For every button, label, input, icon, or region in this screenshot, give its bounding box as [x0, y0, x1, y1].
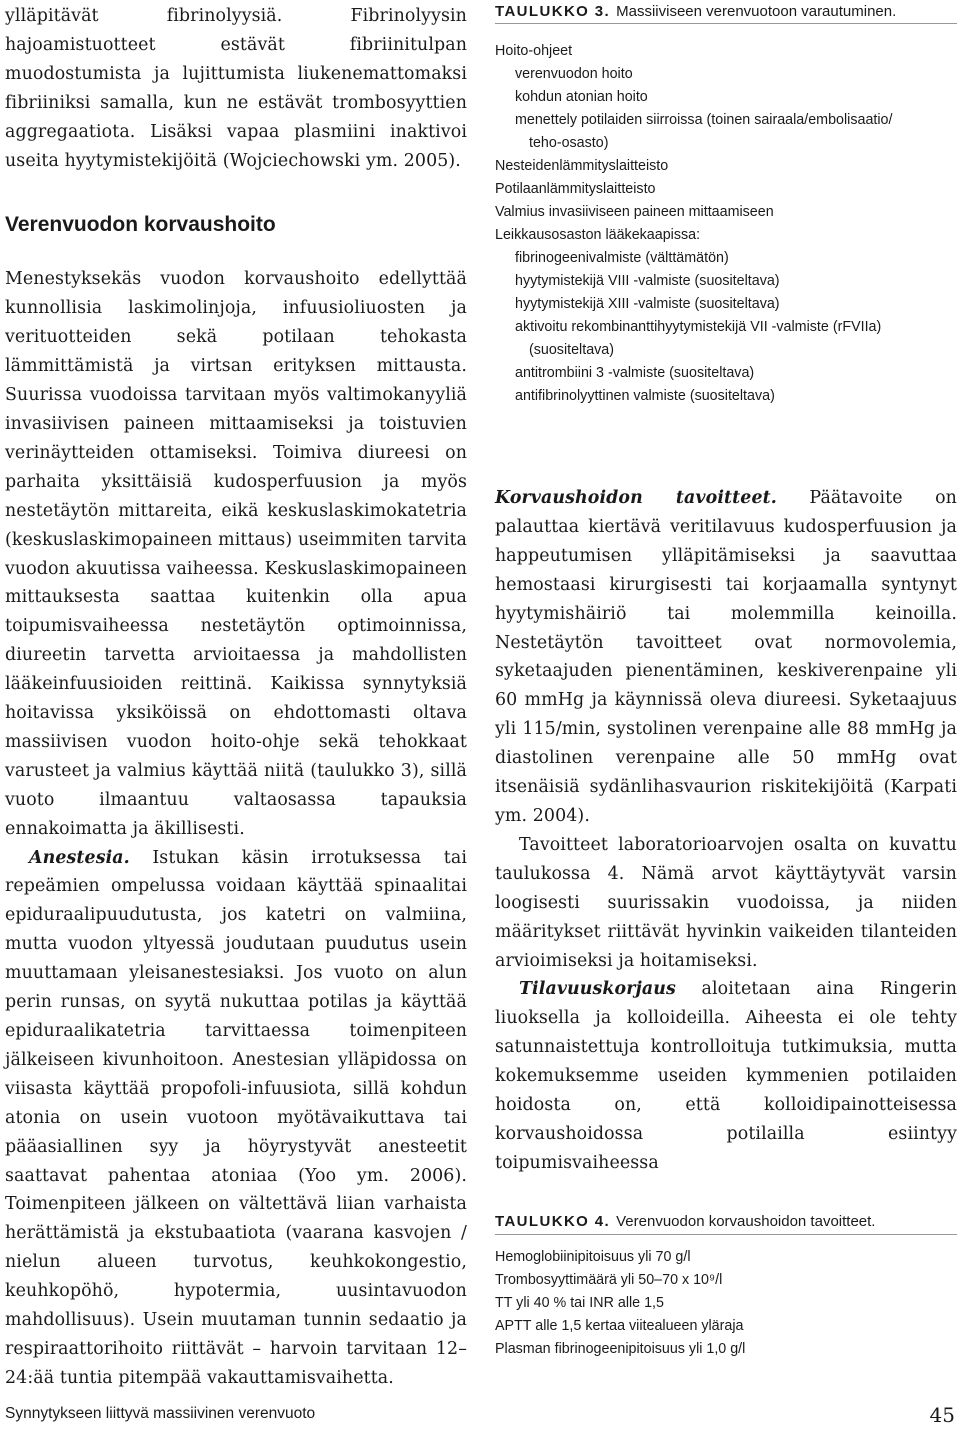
list-item: Leikkausosaston lääkekaapissa: — [495, 227, 701, 243]
table-3-rule — [495, 23, 957, 24]
left-column — [5, 2, 467, 1393]
list-item: Valmius invasiiviseen paineen mittaamiseen — [495, 204, 774, 220]
paragraph-goals-text: Päätavoite on palauttaa kiertävä veritilavuus kudosperfuusion ja happeutumisen ylläpitämiseksi ja saavuttaa hemostaasi kirurgisesti tai korjaamalla syntynyt hyytymishäiriö tai molemmilla keinoilla. Nestetäytön tavoitteet ovat normovolemia, syketaajuden pienentäminen, keskiverenpaine yli 60 mmHg ja käynnissä oleva diureesi. Syketaajuus yli 115/min, systolinen verenpaine alle 88 mmHg ja diastolinen verenpaine alle 50 mmHg ovat itsenäisiä sydänlihasvaurion riskitekijöitä (Karpati ym. 2004). — [495, 488, 957, 826]
paragraph-volume-text: aloitetaan aina Ringerin liuoksella ja kolloideilla. Aiheesta ei ole tehty satunnaistettuja kontrolloituja tutkimuksia, mutta kokemuksemme useiden kymmenien potilaiden hoidosta on, että kolloidipainotteisessa korvaushoidossa potilailla esiintyy toipumisvaiheessa — [495, 979, 957, 1173]
list-item: verenvuodon hoito — [515, 66, 633, 82]
list-item: menettely potilaiden siirroissa (toinen sairaala/embolisaatio/ — [515, 112, 893, 128]
table-4-list — [495, 1246, 957, 1361]
list-item: Hoito-ohjeet — [495, 43, 573, 59]
list-item: teho-osasto) — [529, 135, 609, 151]
list-item: Nesteidenlämmityslaitteisto — [495, 158, 669, 174]
table-3-title: Massiiviseen verenvuotoon varautuminen. — [616, 3, 897, 20]
table-3-label: TAULUKKO 3. — [495, 3, 611, 20]
table-3-caption — [495, 2, 957, 22]
table-3-list — [495, 40, 957, 408]
list-item: antitrombiini 3 -valmiste (suositeltava) — [515, 365, 755, 381]
run-in-heading-volume: Tilavuuskorjaus — [519, 979, 676, 1000]
paragraph-lab-goals: Tavoitteet laboratorioarvojen osalta on kuvattu taulukossa 4. Nämä arvot käyttäytyvät varsin loogisesti suurissakin vuodoissa, ja niiden määritykset riittävät hyvinkin vaikeiden tilanteiden arvioimiseksi ja hoitamiseksi. — [495, 834, 957, 971]
table-4-label: TAULUKKO 4. — [495, 1213, 611, 1230]
paragraph-anesthesia — [5, 844, 467, 1393]
list-item: hyytymistekijä XIII -valmiste (suositeltava) — [515, 296, 780, 312]
list-item: Plasman fibrinogeenipitoisuus yli 1,0 g/l — [495, 1341, 746, 1357]
list-item: fibrinogeenivalmiste (välttämätön) — [515, 250, 729, 266]
running-footer-title: Synnytykseen liittyvä massiivinen verenvuoto — [5, 1405, 316, 1422]
list-item: kohdun atonian hoito — [515, 89, 648, 105]
list-item: (suositeltava) — [529, 342, 615, 358]
list-item: APTT alle 1,5 kertaa viitealueen yläraja — [495, 1318, 744, 1334]
paragraph-replacement-therapy: Menestyksekäs vuodon korvaushoito edellyttää kunnollisia laskimolinjoja, infuusioliuosten ja verituotteiden sekä potilaan tehokasta lämmittämistä ja virtsan erityksen mittausta. Suurissa vuodoissa tarvitaan myös valtimokanyyliä invasiivisen paineen mittaamiseksi ja toistuvien verinäytteiden ottamiseksi. Toimiva diureesi on parhaita yksittäisiä kudosperfuusion ja myös nestetäytön mittareita, eikä keskuslaskimokatetria (keskuslaskimopaineen mittaus) useimmiten tarvita vuodon akuutissa vaiheessa. Keskuslaskimopaineen mittauksesta saattaa kuitenkin olla apua toipumisvaiheessa nestetäytön optimoinnissa, diureetin tarvetta arvioitaessa ja mahdollisten lääkeinfuusioiden reittinä. Kaikissa synnytyksiä hoitavissa yksiköissä on ehdottomasti oltava massiivisen vuodon hoito-ohje sekä tehokkaat varusteet ja valmius käyttää niitä (taulukko 3), sillä vuoto ilmaantuu valtaosassa tapauksia ennakoimatta ja äkillisesti. — [5, 269, 467, 839]
page-number: 45 — [929, 1403, 955, 1427]
list-item: hyytymistekijä VIII -valmiste (suositeltava) — [515, 273, 780, 289]
list-item: aktivoitu rekombinanttihyytymistekijä VII -valmiste (rFVIIa) — [515, 319, 882, 335]
right-column-text — [495, 484, 957, 1178]
list-item: Potilaanlämmityslaitteisto — [495, 181, 656, 197]
paragraph-anesthesia-text: Istukan käsin irrotuksessa tai repeämien ompelussa voidaan käyttää spinaalitai epiduraalipuudutusta, jos katetri on valmiina, mutta vuodon yltyessä joudutaan puudutus usein muuttamaan yleisanestesiaksi. Jos vuoto on alun perin runsas, on syytä nukuttaa potilas ja käyttää epiduraalikatetria tarvittaessa toimenpiteen jälkeiseen kivunhoitoon. Anestesian ylläpidossa on viisasta käyttää propofoli-infuusiota, sillä kohdun atonia on usein vuotoon myötävaikuttava tai pääasiallinen syy ja höyrystyvät anesteetit saattavat pahentaa atoniaa (Yoo ym. 2006). Toimenpiteen jälkeen on vältettävä liian varhaista herättämistä ja ekstubaatiota (vaarana kasvojen / nielun alueen turvotus, keuhkokongestio, keuhkopöhö, hypotermia, uusintavuodon mahdollisuus). Usein muutaman tunnin sedaatio ja respiraattorihoito riittävät – harvoin tarvitaan 12–24:ää tuntia pitempää vakauttamisvaihetta. — [5, 847, 467, 1388]
list-item: Trombosyyttimäärä yli 50–70 x 10⁹/l — [495, 1272, 723, 1288]
table-4-caption — [495, 1212, 957, 1232]
paragraph-fibrinolysis: ylläpitävät fibrinolyysiä. Fibrinolyysin hajoamistuotteet estävät fibriinitulpan muodostumista ja lujittumista liukenemattomaksi fibriiniksi samalla, kun ne estävät trombosyyttien aggregaatiota. Lisäksi vapaa plasmiini inaktivoi useita hyytymistekijöitä (Wojciechowski ym. 2005). — [5, 6, 467, 171]
section-heading: Verenvuodon korvaushoito — [5, 213, 276, 237]
table-4-rule — [495, 1234, 957, 1235]
list-item: TT yli 40 % tai INR alle 1,5 — [495, 1295, 664, 1311]
list-item: antifibrinolyyttinen valmiste (suositeltava) — [515, 388, 775, 404]
table-4-title: Verenvuodon korvaushoidon tavoitteet. — [616, 1213, 876, 1230]
run-in-heading-goals: Korvaushoidon tavoitteet. — [495, 488, 777, 508]
run-in-heading-anesthesia: Anestesia. — [29, 847, 130, 868]
table-3 — [495, 2, 957, 408]
paragraph-volume-correction — [495, 975, 957, 1177]
paragraph-goals — [495, 484, 957, 831]
list-item: Hemoglobiinipitoisuus yli 70 g/l — [495, 1249, 691, 1265]
page-footer — [5, 1405, 957, 1429]
